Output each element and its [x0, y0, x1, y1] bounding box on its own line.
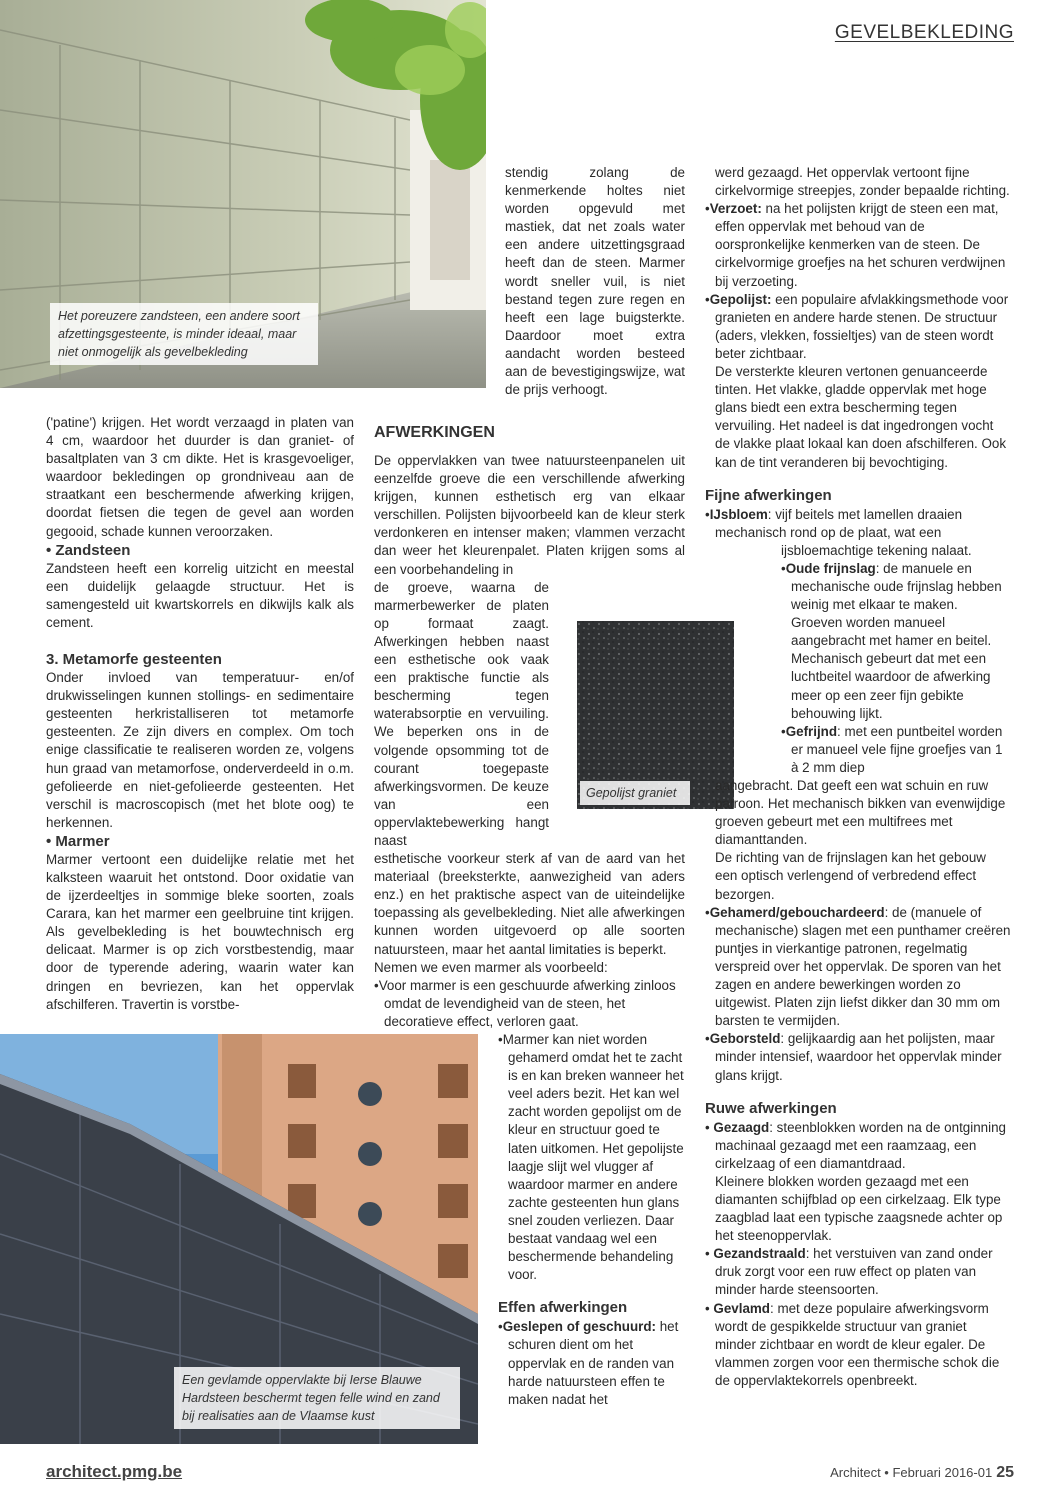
definition: : de manuele en mechanische oude frijnslag hebben weinig met elkaar te maken. — [791, 560, 1002, 613]
paragraph: stendig zolang de kenmerkende holtes niet worden opgevuld met mastiek, dat net zoals water een andere uitzettingsgraad heeft dan de steen. Marmer wordt sneller vuil, is niet bestand tegen zure regen en heeft een lage buigsterkte. Daardoor moet extra aandacht worden besteed aan de bevestigingswijze, wat de prijs verhoogt. — [505, 165, 685, 398]
definition: : het verstuiven van zand onder druk zorgt voor een ruw effect op platen van minder harde steensoorten. — [715, 1246, 993, 1298]
definition: : met een puntbeitel worden er manueel vele fijne groefjes van 1 à 2 mm diep — [791, 723, 1003, 775]
definition: : de (manuele of mechanische) slagen met een punthamer creëren puntjes in vierkantige patronen, regelmatig verspreid over het oppervlak. De sporen van het zagen en andere bewerkingen worden zo uitgewist. Platen zijn liefst dikker dan 30 mm om barsten te vermijden. — [715, 904, 1011, 1029]
definition: : met deze populaire afwerkingsvorm wordt de gespikkelde structuur van graniet minder zichtbaar en wordt de kleur egaler. De vlammen zorgen voor een thermische schok die de oppervlaktekorrels openbreekt. — [715, 1300, 1000, 1388]
bullet-item: • Gevlamd: met deze populaire afwerkingsvorm wordt de gespikkelde structuur van graniet minder zichtbaar en wordt de kleur egaler. De vlammen zorgen voor een thermische schok die de oppervlaktekorrels openbreekt. — [705, 1300, 1000, 1388]
bullet-item: •Oude frijnslag: de manuele en mechanische oude frijnslag hebben weinig met elkaar te maken. — [781, 560, 1002, 613]
bullet-item: •Gehamerd/gebouchardeerd: de (manuele of mechanische) slagen met een punthamer creëren puntjes in vierkantige patronen, regelmatig verspreid over het oppervlak. De sporen van het zagen en andere bewerkingen worden zo uitgewist. Platen zijn liefst dikker dan 30 mm om barsten te vermijden. — [705, 904, 1011, 1029]
term-gefrijnd: Gefrijnd — [785, 723, 838, 739]
paragraph: De oppervlakken van twee natuursteenpanelen uit eenzelfde groeve die een verschillende afwerking krijgen, kunnen esthetisch erg van elkaar verschillen. Polijsten bijvoorbeeld kan de kleur sterk verdonkeren en intenser maken; vlammen verzacht dan weer het kleurenpalet. Platen krijgen soms al een voorbehandeling in — [374, 453, 685, 577]
column-2-top — [505, 164, 685, 399]
page-number: 25 — [996, 1464, 1014, 1481]
heading-ruwe-afwerkingen: Ruwe afwerkingen — [705, 1099, 837, 1117]
paragraph: ijsbloemachtige tekening nalaat. — [781, 542, 972, 558]
term-gehamerd: Gehamerd/gebouchardeerd — [709, 904, 885, 920]
term-verzoet: Verzoet: — [709, 201, 762, 217]
bullet-item: •Marmer kan niet worden gehamerd omdat het te zacht is en kan breken wanneer het veel aders bezit. Het kan wel zacht worden gepolijst om de kleur en structuur goed te laten uitkomen. Het gepolijste laagje slijt wel vlugger af waardoor marmer en andere zachte gesteenten hun glans snel zouden verliezen. Daar bestaat vandaag wel een beschermende behandeling voor. — [498, 1032, 684, 1283]
paragraph: De richting van de frijnslagen kan het gebouw een optisch verlengend of verbredend effect bezorgen. — [715, 850, 986, 902]
bluestone-caption: Een gevlamde oppervlakte bij Ierse Blauwe Hardsteen beschermt tegen felle wind en zand bij realisaties aan de Vlaamse kust — [174, 1367, 460, 1429]
bullet-item: •Geslepen of geschuurd: het schuren dient om het oppervlak en de randen van harde natuursteen effen te maken nadat het — [498, 1319, 679, 1407]
paragraph: ('patine') krijgen. Het wordt verzaagd in platen van 4 cm, waardoor het duurder is dan graniet- of basaltplaten van 3 cm dikte. Het is krasgevoeliger, waardoor bekledingen op grondniveau aan de straatkant een beschermende afwerking krijgen, doordat fietsen die tegen de gevel aan worden gegooid, schade kunnen veroorzaken. — [46, 415, 354, 539]
footer-site-link[interactable]: architect.pmg.be — [46, 1462, 183, 1481]
paragraph: Marmer vertoont een duidelijke relatie met het kalksteen waaruit het ontstond. Door oxidatie van de ijzerdeeltjes in sommige bleke soorten, zoals Carara, kan het marmer een geelbruine tint krijgen. Als gevelbekleding is het bouwtechnisch erg delicaat. Marmer is op zich vorstbestendig, maar door de typerende adering, waarin water kan dringen en bevriezen, kan het oppervlak afschilferen. Travertin is vorstbe- — [46, 851, 354, 1012]
paragraph: de groeve, waarna de marmerbewerker de platen op formaat zaagt. Afwerkingen hebben naast een esthetische ook vaak een praktische functie als bescherming tegen waterabsorptie en vervuiling. We beperken ons in de volgende opsomming tot de courant toegepaste afwerkingsvormen. De keuze van een oppervlaktebewerking hangt naast — [374, 579, 549, 848]
term-gepolijst: Gepolijst: — [709, 291, 772, 307]
bullet-item: •Gepolijst: een populaire afvlakkingsmethode voor granieten en andere harde stenen. De structuur (aders, vlekken, fossieltjes) van de steen wordt beter zichtbaar. — [705, 291, 1009, 361]
term-geborsteld: Geborsteld — [709, 1031, 781, 1047]
column-2-bottom — [498, 1031, 686, 1409]
definition: : steenblokken worden na de ontginning machinaal gezaagd met een raamzaag, een cirkelzaag of een diamantdraad. — [715, 1119, 1006, 1171]
definition: een populaire afvlakkingsmethode voor granieten en andere harde stenen. De structuur (aders, vlekken, fossieltjes) van de steen wordt beter zichtbaar. — [715, 291, 1009, 361]
heading-fijne-afwerkingen: Fijne afwerkingen — [705, 486, 832, 504]
column-3 — [705, 164, 1011, 1390]
bullet-item: •Verzoet: na het polijsten krijgt de steen een mat, effen oppervlak met behoud van de oorspronkelijke kenmerken van de steen. De cirkelvormige groefjes na het schuren verdwijnen bij verzoeting. — [705, 201, 1006, 289]
granite-caption: Gepolijst graniet — [580, 781, 690, 805]
paragraph: aangebracht. Dat geeft een wat schuin en ruw patroon. Het mechanisch bikken van evenwijdige groeven gebeurt met een multifrees met diamanttanden. — [715, 778, 1006, 848]
term-oude-frijnslag: Oude frijnslag — [785, 560, 876, 576]
section-kicker: GEVELBEKLEDING — [834, 22, 1014, 43]
paragraph: Nemen we even marmer als voorbeeld: — [374, 959, 608, 975]
bullet-item: •Geborsteld: gelijkaardig aan het polijsten, maar minder intensief, waardoor het oppervlak minder glans krijgt. — [705, 1031, 1002, 1083]
issue-label: Architect • Februari 2016-01 — [830, 1465, 993, 1480]
bullet-item: •IJsbloem: vijf beitels met lamellen draaien mechanisch rond op de plaat, wat een — [705, 506, 963, 540]
footer-issue — [830, 1464, 1014, 1482]
paragraph: Groeven worden manueel aangebracht met hamer en beitel. Mechanisch gebeurt dat met een luchtbeitel waardoor de afwerking meer op een zeer fijn gebikte behouwing lijkt. — [791, 615, 992, 721]
bullet-item: • Gezandstraald: het verstuiven van zand onder druk zorgt voor een ruw effect op platen van minder harde steensoorten. — [705, 1246, 993, 1298]
heading-afwerkingen: AFWERKINGEN — [374, 424, 495, 441]
paragraph: esthetische voorkeur sterk af van de aard van het materiaal (breeksterkte, aanwezigheid van aders enz.) en het praktische aspect van de uiteindelijke toepassing als gevelbekleding. Niet alle afwerkingen kunnen worden uitgevoerd op alle soorten natuursteen, maar het aantal limitaties is beperkt. — [374, 851, 685, 957]
paragraph: De versterkte kleuren vertonen genuanceerde tinten. Het vlakke, gladde oppervlak met hoge glans biedt een extra bescherming tegen vervuiling. Het nadeel is dat ingedrongen vocht de vlakke plaat lokaal kan doen afschilferen. Ook kan de tint veranderen bij bevochtiging. — [715, 364, 1007, 470]
column-1 — [46, 414, 354, 1014]
term-geslepen: Geslepen of geschuurd: — [502, 1319, 656, 1335]
heading-effen-afwerkingen: Effen afwerkingen — [498, 1299, 628, 1317]
paragraph: Kleinere blokken worden gezaagd met een diamanten schijfblad op een cirkelzaag. Elk type zaagblad laat een typische zaagsnede achter op het steenoppervlak. — [715, 1173, 1003, 1244]
bullet-item: • Gezaagd: steenblokken worden na de ontginning machinaal gezaagd met een raamzaag, een cirkelzaag of een diamantdraad. — [705, 1119, 1006, 1171]
paragraph: werd gezaagd. Het oppervlak vertoont fijne cirkelvormige streepjes, zonder bepaalde richting. — [715, 165, 1010, 199]
term-ijsbloem: IJsbloem — [709, 506, 768, 522]
term-gevlamd: Gevlamd — [713, 1300, 770, 1316]
definition: het schuren dient om het oppervlak en de randen van harde natuursteen effen te maken nadat het — [508, 1319, 679, 1407]
definition: : gelijkaardig aan het polijsten, maar minder intensief, waardoor het oppervlak minder glans krijgt. — [715, 1031, 1002, 1083]
heading-zandsteen: • Zandsteen — [46, 541, 131, 559]
term-gezaagd: Gezaagd — [713, 1119, 770, 1135]
paragraph: Onder invloed van temperatuur- en/of drukwisselingen kunnen stollings- en sedimentaire gesteenten herkristalliseren tot metamorfe gesteenten. Ze zijn divers en complex. Om toch enige classificatie te realiseren worden ze, volgens hun graad van metamorfose, onderverdeeld in o.m. gefolieerde en niet-gefolieerde gesteenten. Het verschil is macroscopisch (met het blote oog) te herkennen. — [46, 670, 354, 830]
heading-metamorfe-gesteenten: 3. Metamorfe gesteenten — [46, 651, 222, 669]
definition: : vijf beitels met lamellen draaien mechanisch rond op de plaat, wat een — [715, 506, 963, 540]
heading-marmer: • Marmer — [46, 832, 110, 850]
bullet-item: •Gefrijnd: met een puntbeitel worden er manueel vele fijne groefjes van 1 à 2 mm diep — [781, 723, 1003, 775]
bullet-item: •Voor marmer is een geschuurde afwerking zinloos omdat de levendigheid van de steen, het decoratieve effect, verloren gaat. — [374, 977, 676, 1029]
paragraph: Zandsteen heeft een korrelig uitzicht en meestal een duidelijk gelaagde structuur. Het is samengesteld uit kwartskorrels en dikwijls kalk als cement. — [46, 560, 354, 630]
term-gezandstraald: Gezandstraald — [713, 1246, 806, 1262]
sandstone-caption: Het poreuzere zandsteen, een andere soort afzettingsgesteente, is minder ideaal, maar niet onmogelijk als gevelbekleding — [50, 303, 318, 365]
definition: na het polijsten krijgt de steen een mat, effen oppervlak met behoud van de oorspronkelijke kenmerken van de steen. De cirkelvormige groefjes na het schuren verdwijnen bij verzoeting. — [715, 201, 1006, 289]
